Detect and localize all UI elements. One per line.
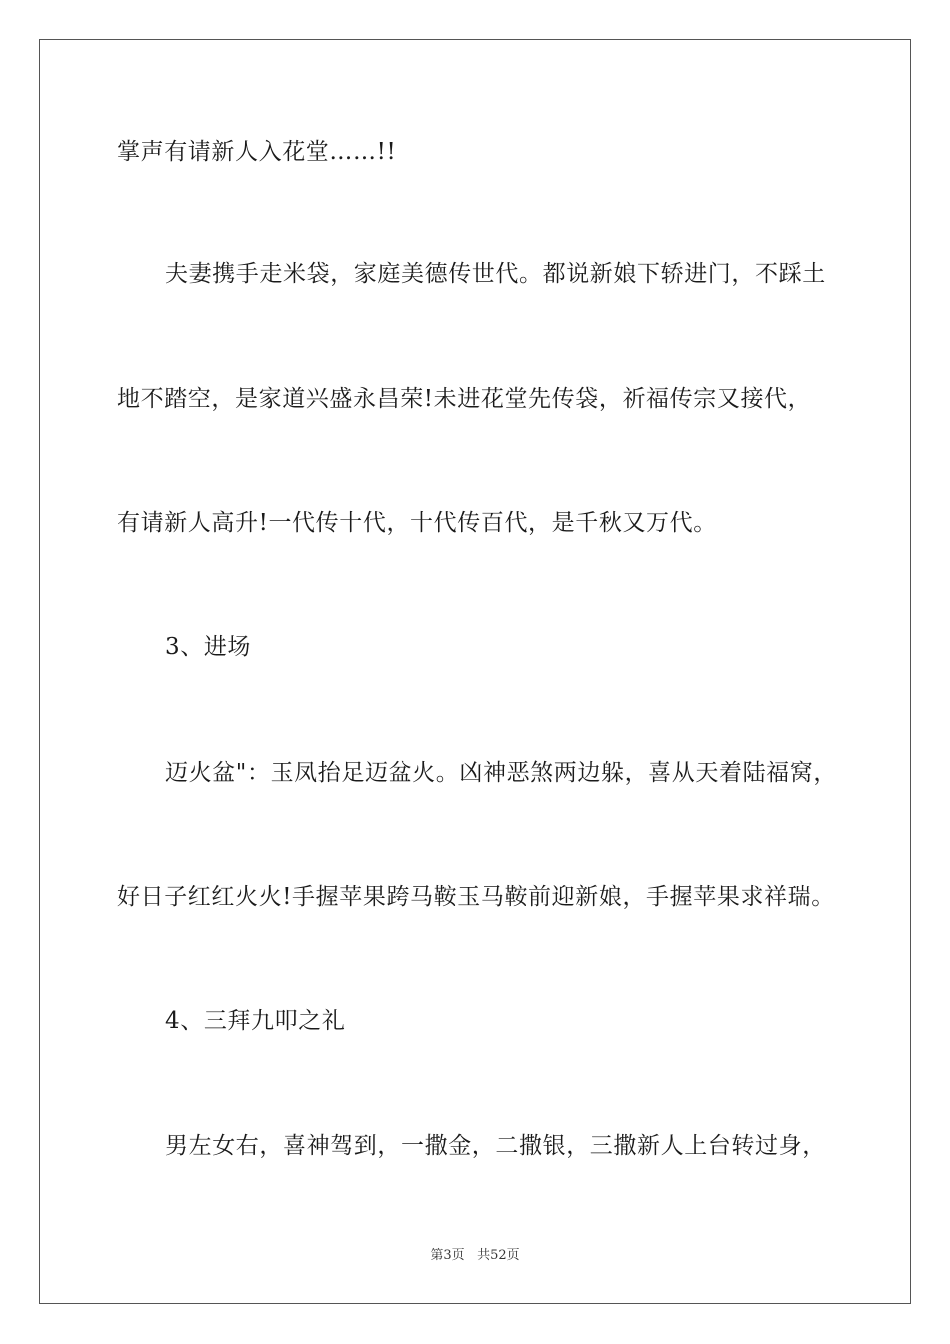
page-total: 共52页 [477,1248,520,1263]
page-border [39,39,911,1304]
section-heading-4: 4、三拜九叩之礼 [165,1008,346,1034]
body-line-4: 有请新人高升!一代传十代，十代传百代，是千秋又万代。 [117,510,717,536]
body-line-1: 掌声有请新人入花堂……!! [117,139,397,165]
section-heading-3: 3、进场 [165,634,252,660]
body-line-3: 地不踏空，是家道兴盛永昌荣!未进花堂先传袋，祈福传宗又接代， [117,386,812,412]
page-footer [0,1246,950,1266]
body-line-2: 夫妻携手走米袋，家庭美德传世代。都说新娘下轿进门，不踩土 [165,261,826,287]
body-line-9: 男左女右，喜神驾到，一撒金，二撒银，三撒新人上台转过身， [165,1133,826,1159]
body-line-7: 好日子红红火火!手握苹果跨马鞍玉马鞍前迎新娘，手握苹果求祥瑞。 [117,884,835,910]
body-line-6: 迈火盆"：玉凤抬足迈盆火。凶神恶煞两边躲，喜从天着陆福窝， [165,760,837,786]
page-number: 第3页 [430,1248,465,1263]
